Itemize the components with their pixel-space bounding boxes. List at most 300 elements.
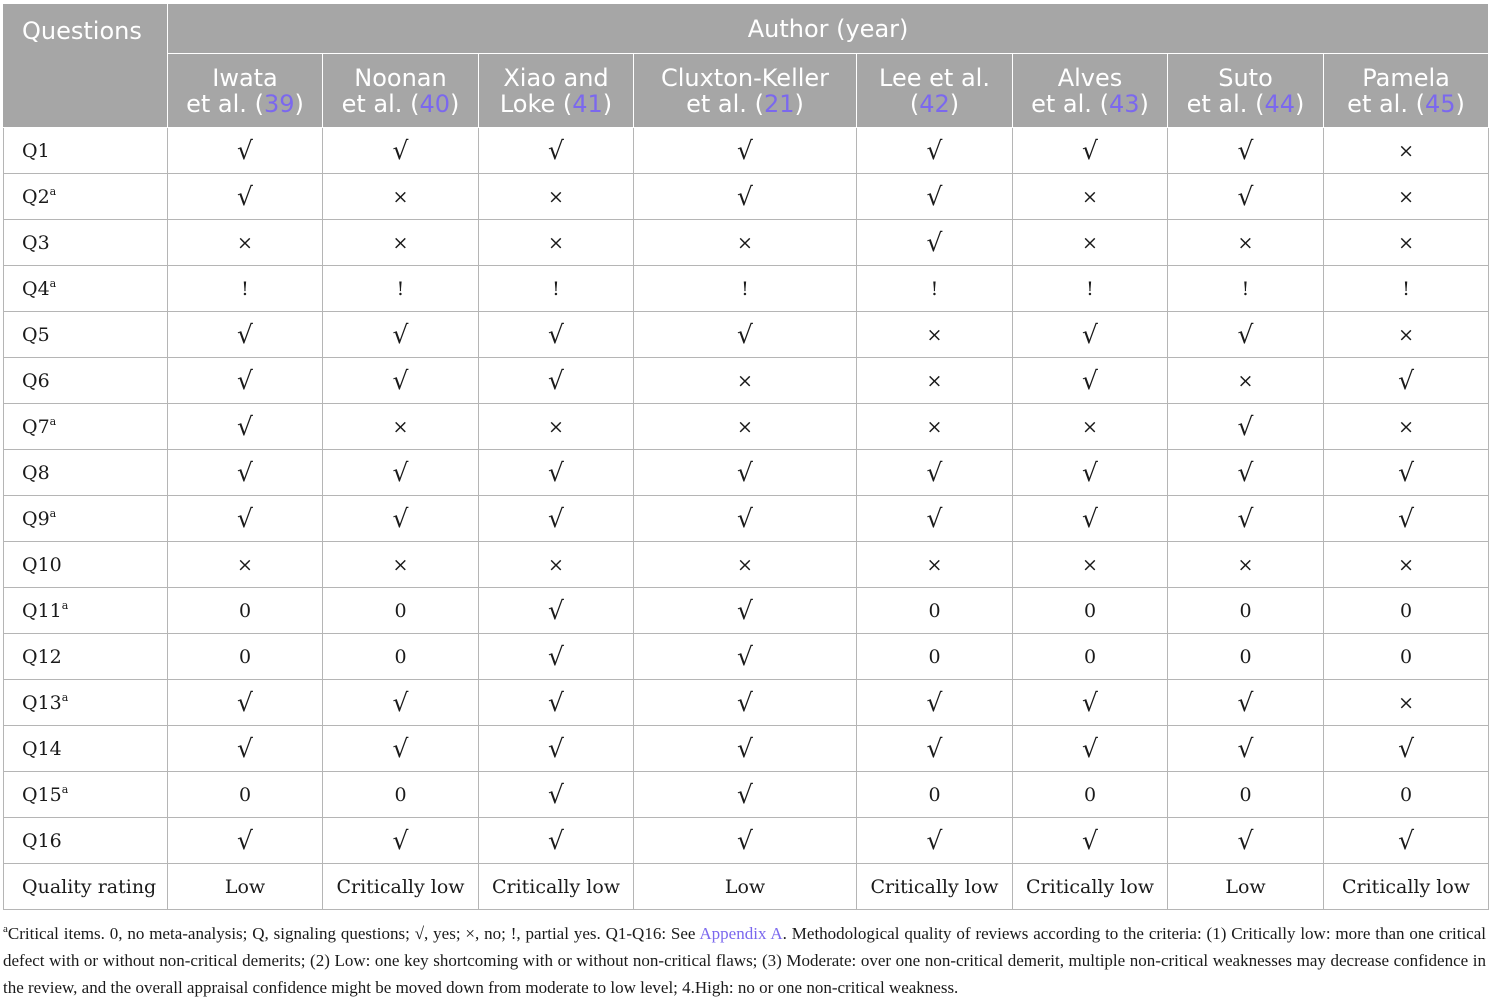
citation-prefix: et al. ( [1347,89,1425,118]
no-cross-icon: × [926,415,943,438]
author-header-8 [1324,54,1489,128]
reference-link[interactable]: 41 [572,89,603,118]
rating-cell [1013,266,1168,312]
yes-check-icon: √ [1398,826,1414,855]
question-label [4,358,168,404]
rating-cell [168,680,323,726]
yes-check-icon: √ [548,136,564,165]
rating-cell [1324,220,1489,266]
no-cross-icon: × [237,231,253,254]
rating-cell [1324,772,1489,818]
question-id: Q10 [22,553,62,576]
citation-close: ) [294,89,304,118]
rating-cell [1013,128,1168,174]
no-cross-icon: × [548,231,564,254]
rating-cell [857,864,1013,910]
rating-cell [168,174,323,220]
author-name: Iwata [212,63,278,92]
yes-check-icon: √ [737,182,753,211]
rating-cell [1168,220,1324,266]
rating-cell [1324,680,1489,726]
yes-check-icon: √ [737,642,753,671]
citation-close: ) [1294,89,1305,118]
no-meta-analysis-mark: 0 [394,783,407,806]
citation-prefix: et al. ( [686,89,764,118]
no-cross-icon: × [1237,553,1254,576]
yes-check-icon: √ [737,458,753,487]
question-id: Q8 [22,461,50,484]
no-meta-analysis-mark: 0 [1239,645,1252,668]
no-cross-icon: × [392,415,409,438]
no-cross-icon: × [1237,231,1254,254]
rating-cell [1324,864,1489,910]
reference-link[interactable]: 42 [919,89,950,118]
reference-link[interactable]: 44 [1264,89,1295,118]
table-row [4,266,1489,312]
rating-cell [857,128,1013,174]
no-meta-analysis-mark: 0 [1399,645,1413,668]
yes-check-icon: √ [237,734,253,763]
no-meta-analysis-mark: 0 [1083,645,1097,668]
yes-check-icon: √ [1082,826,1098,855]
rating-cell [323,128,479,174]
rating-cell [479,128,634,174]
yes-check-icon: √ [392,366,409,395]
rating-cell [634,818,857,864]
no-meta-analysis-mark: 0 [928,783,941,806]
table-row [4,358,1489,404]
rating-cell [1013,864,1168,910]
rating-cell [1168,266,1324,312]
rating-cell [857,358,1013,404]
rating-cell [634,266,857,312]
author-name: Xiao and [503,63,609,92]
table-row [4,772,1489,818]
critical-item-marker: a [49,277,57,290]
rating-cell [1324,634,1489,680]
rating-cell [168,404,323,450]
no-cross-icon: × [737,369,753,392]
yes-check-icon: √ [1237,320,1254,349]
question-label [4,266,168,312]
rating-cell [479,496,634,542]
rating-cell [479,588,634,634]
author-header-6 [1013,54,1168,128]
rating-cell [323,496,479,542]
partial-yes-mark: ! [552,277,560,300]
citation-close: ) [794,89,804,118]
rating-cell [479,404,634,450]
rating-cell [634,864,857,910]
yes-check-icon: √ [1398,734,1414,763]
no-cross-icon: × [1398,139,1414,162]
citation-close: ) [602,89,613,118]
yes-check-icon: √ [237,182,253,211]
citation-prefix: et al. ( [1031,89,1109,118]
yes-check-icon: √ [926,826,943,855]
rating-cell [634,358,857,404]
table-row [4,818,1489,864]
yes-check-icon: √ [1082,366,1098,395]
question-id: Q14 [22,737,62,760]
rating-cell [1168,404,1324,450]
no-cross-icon: × [1082,415,1098,438]
rating-cell [1168,680,1324,726]
question-id: Q9 [22,508,50,530]
no-cross-icon: × [392,231,409,254]
rating-cell [634,726,857,772]
rating-cell [479,220,634,266]
rating-cell [479,358,634,404]
table-row [4,220,1489,266]
rating-cell [1013,818,1168,864]
rating-cell [1013,496,1168,542]
rating-cell [323,266,479,312]
rating-cell [323,726,479,772]
table-row [4,542,1489,588]
yes-check-icon: √ [548,688,564,717]
rating-cell [857,680,1013,726]
no-cross-icon: × [737,553,753,576]
no-cross-icon: × [1398,691,1414,714]
amstar-quality-table [3,3,1489,910]
rating-cell [168,772,323,818]
question-label [4,772,168,818]
rating-cell [857,634,1013,680]
yes-check-icon: √ [237,320,253,349]
rating-cell [857,726,1013,772]
rating-cell [323,864,479,910]
no-cross-icon: × [926,323,943,346]
question-id: Q15 [22,784,62,806]
table-row [4,680,1489,726]
appendix-a-link[interactable]: Appendix A [699,924,783,943]
yes-check-icon: √ [926,734,943,763]
yes-check-icon: √ [926,504,943,533]
rating-cell [634,634,857,680]
author-citation [1324,91,1488,117]
rating-cell [1324,266,1489,312]
no-cross-icon: × [1082,185,1098,208]
author-name: Cluxton-Keller [660,63,830,92]
author-name: Alves [1057,63,1123,92]
critical-item-marker: a [49,415,57,428]
yes-check-icon: √ [926,136,943,165]
yes-check-icon: √ [1082,320,1098,349]
yes-check-icon: √ [1237,504,1254,533]
rating-cell [323,818,479,864]
rating-cell [1168,818,1324,864]
rating-cell [168,266,323,312]
yes-check-icon: √ [392,504,409,533]
yes-check-icon: √ [548,320,564,349]
rating-cell [857,588,1013,634]
no-meta-analysis-mark: 0 [1399,599,1413,622]
no-meta-analysis-mark: 0 [928,599,941,622]
author-citation [479,91,633,117]
author-header-3 [479,54,634,128]
no-cross-icon: × [1398,553,1414,576]
author-citation [168,91,322,117]
rating-cell [634,174,857,220]
reference-link[interactable]: 39 [263,89,295,118]
yes-check-icon: √ [737,596,753,625]
yes-check-icon: √ [548,642,564,671]
rating-cell [1168,864,1324,910]
citation-close: ) [449,89,460,118]
reference-link[interactable]: 21 [763,89,795,118]
no-cross-icon: × [926,553,943,576]
citation-close: ) [1139,89,1149,118]
rating-cell [479,634,634,680]
yes-check-icon: √ [548,826,564,855]
no-meta-analysis-mark: 0 [1239,599,1252,622]
yes-check-icon: √ [737,320,753,349]
quality-rating-value: Critically low [491,875,621,898]
rating-cell [168,588,323,634]
rating-cell [1168,450,1324,496]
rating-cell [1324,358,1489,404]
yes-check-icon: √ [926,458,943,487]
yes-check-icon: √ [1082,688,1098,717]
partial-yes-mark: ! [741,277,749,300]
yes-check-icon: √ [392,734,409,763]
author-name: Suto [1218,63,1273,92]
yes-check-icon: √ [237,504,253,533]
no-meta-analysis-mark: 0 [394,599,407,622]
citation-prefix: Loke ( [499,89,573,118]
yes-check-icon: √ [1398,366,1414,395]
critical-item-marker: a [49,185,57,198]
rating-cell [857,496,1013,542]
partial-yes-mark: ! [1402,277,1410,300]
rating-cell [168,496,323,542]
rating-cell [1324,542,1489,588]
rating-cell [634,772,857,818]
author-header-5 [857,54,1013,128]
rating-cell [323,174,479,220]
yes-check-icon: √ [1237,458,1254,487]
question-id: Q13 [22,692,62,714]
question-label [4,404,168,450]
rating-cell [168,358,323,404]
yes-check-icon: √ [926,182,943,211]
no-cross-icon: × [1082,231,1098,254]
rating-cell [634,450,857,496]
rating-cell [1013,312,1168,358]
rating-cell [323,588,479,634]
yes-check-icon: √ [548,458,564,487]
no-meta-analysis-mark: 0 [238,599,252,622]
yes-check-icon: √ [1237,136,1254,165]
citation-close: ) [1455,89,1465,118]
question-label [4,174,168,220]
yes-check-icon: √ [926,688,943,717]
no-cross-icon: × [1082,553,1098,576]
yes-check-icon: √ [1237,688,1254,717]
rating-cell [634,542,857,588]
author-citation [634,91,856,117]
author-name: Pamela [1362,63,1450,92]
rating-cell [857,220,1013,266]
yes-check-icon: √ [392,688,409,717]
question-label [4,542,168,588]
table-row [4,634,1489,680]
yes-check-icon: √ [237,136,253,165]
rating-cell [168,542,323,588]
reference-link[interactable]: 43 [1108,89,1140,118]
question-id: Q7 [22,416,50,438]
author-citation [1168,91,1323,117]
yes-check-icon: √ [1398,504,1414,533]
rating-cell [168,220,323,266]
question-label [4,634,168,680]
yes-check-icon: √ [1237,826,1254,855]
question-id: Q3 [22,231,50,254]
no-cross-icon: × [737,231,753,254]
rating-cell [1324,312,1489,358]
yes-check-icon: √ [548,780,564,809]
yes-check-icon: √ [548,596,564,625]
table-header [4,4,1489,128]
rating-cell [1324,128,1489,174]
rating-cell [857,450,1013,496]
rating-cell [1013,358,1168,404]
rating-cell [323,220,479,266]
yes-check-icon: √ [1237,412,1254,441]
citation-prefix: ( [909,89,920,118]
question-label [4,726,168,772]
yes-check-icon: √ [392,458,409,487]
rating-cell [168,634,323,680]
rating-cell [857,772,1013,818]
rating-cell [857,404,1013,450]
partial-yes-mark: ! [396,277,405,300]
reference-link[interactable]: 45 [1424,89,1456,118]
citation-prefix: et al. ( [1186,89,1265,118]
reference-link[interactable]: 40 [419,89,450,118]
question-label [4,818,168,864]
questions-header: Questions [4,4,168,128]
rating-cell [1013,174,1168,220]
rating-cell [1324,588,1489,634]
no-cross-icon: × [392,185,409,208]
author-header-7 [1168,54,1324,128]
rating-cell [1013,634,1168,680]
no-cross-icon: × [1398,323,1414,346]
footnote-text-1: Critical items. 0, no meta-analysis; Q, signaling questions; √, yes; ×, no; !, partial yes. Q1-Q16: See [7,924,700,943]
table-footnote [3,916,1488,1001]
no-cross-icon: × [1398,231,1414,254]
rating-cell [634,496,857,542]
author-citation [323,91,478,117]
rating-cell [634,312,857,358]
question-label [4,312,168,358]
partial-yes-mark: ! [241,277,249,300]
no-cross-icon: × [1237,369,1254,392]
author-citation [1013,91,1167,117]
rating-cell [323,358,479,404]
table-body [4,128,1489,910]
author-year-header: Author (year) [168,4,1489,54]
citation-prefix: et al. ( [341,89,420,118]
table-row [4,588,1489,634]
yes-check-icon: √ [237,366,253,395]
rating-cell [857,542,1013,588]
rating-cell [1168,128,1324,174]
table-container [3,3,1488,1001]
yes-check-icon: √ [392,136,409,165]
yes-check-icon: √ [737,826,753,855]
yes-check-icon: √ [737,780,753,809]
rating-cell [857,312,1013,358]
no-meta-analysis-mark: 0 [1083,599,1097,622]
rating-cell [1168,772,1324,818]
rating-cell [1013,726,1168,772]
quality-rating-value: Low [224,875,266,898]
yes-check-icon: √ [1082,458,1098,487]
question-label [4,588,168,634]
no-cross-icon: × [1398,415,1414,438]
no-cross-icon: × [392,553,409,576]
question-id: Q1 [22,139,50,162]
no-cross-icon: × [737,415,753,438]
question-id: Q11 [22,600,62,622]
question-label [4,450,168,496]
rating-cell [634,404,857,450]
rating-cell [1013,450,1168,496]
partial-yes-mark: ! [1086,277,1094,300]
rating-cell [634,588,857,634]
yes-check-icon: √ [926,228,943,257]
yes-check-icon: √ [1237,734,1254,763]
rating-cell [168,128,323,174]
rating-cell [1324,726,1489,772]
table-row [4,864,1489,910]
quality-rating-value: Critically low [336,875,465,898]
rating-cell [479,312,634,358]
author-citation [857,91,1012,117]
quality-rating-value: Low [724,875,766,898]
citation-prefix: et al. ( [186,89,264,118]
no-meta-analysis-mark: 0 [928,645,941,668]
author-row [4,54,1489,128]
rating-cell [323,634,479,680]
yes-check-icon: √ [237,826,253,855]
rating-cell [1168,542,1324,588]
question-id: Q5 [22,323,50,346]
citation-close: ) [949,89,960,118]
rating-cell [168,450,323,496]
yes-check-icon: √ [1082,734,1098,763]
question-id: Quality rating [22,875,157,898]
no-meta-analysis-mark: 0 [1399,783,1413,806]
rating-cell [168,818,323,864]
rating-cell [323,772,479,818]
question-label [4,864,168,910]
rating-cell [634,220,857,266]
rating-cell [1168,496,1324,542]
yes-check-icon: √ [548,366,564,395]
rating-cell [479,726,634,772]
rating-cell [1013,588,1168,634]
no-meta-analysis-mark: 0 [1083,783,1097,806]
no-cross-icon: × [926,369,943,392]
table-row [4,404,1489,450]
critical-item-marker: a [61,599,69,612]
rating-cell [1324,818,1489,864]
yes-check-icon: √ [548,504,564,533]
